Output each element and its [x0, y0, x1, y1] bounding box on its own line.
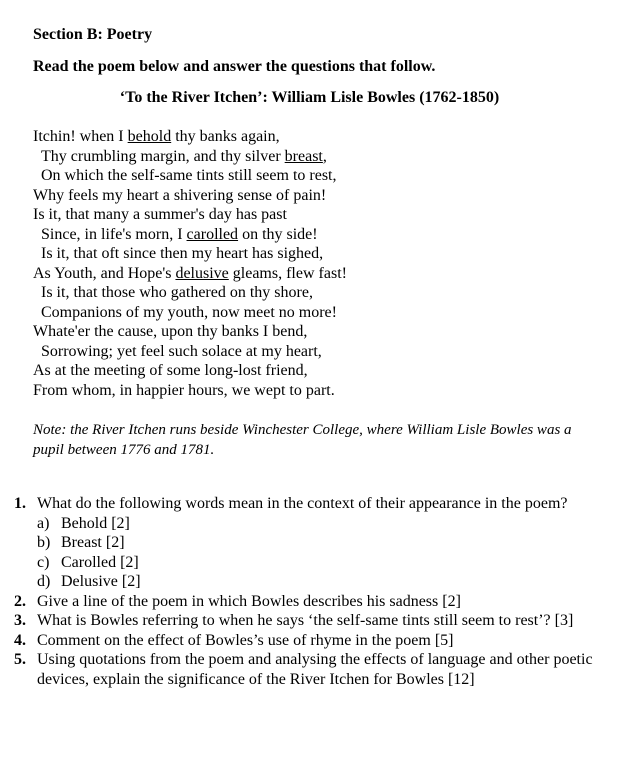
- question-number: 4.: [14, 631, 26, 649]
- instruction: Read the poem below and answer the questions that follow.: [33, 58, 436, 75]
- poem-line: Itchin! when I behold thy banks again,: [33, 128, 280, 145]
- poem-line: Sorrowing; yet feel such solace at my heart,: [41, 342, 322, 360]
- question-number: 2.: [14, 592, 26, 610]
- poem-line: From whom, in happier hours, we wept to part.: [33, 381, 335, 399]
- poem-line: As at the meeting of some long-lost friend,: [33, 362, 308, 379]
- sub-question: c) Carolled [2]: [37, 553, 139, 571]
- question-text: Using quotations from the poem and analysing the effects of language and other poetic devices, explain the significance of the River Itchen for Bowles [12]: [37, 651, 593, 688]
- poem-line: Is it, that many a summer's day has past: [33, 206, 287, 223]
- question-number: 1.: [14, 495, 26, 512]
- sub-question: d) Delusive [2]: [37, 573, 141, 590]
- poem-line: Since, in life's morn, I carolled on thy side!: [41, 225, 318, 243]
- underlined-word: delusive: [175, 264, 229, 282]
- question-item: [14, 650, 604, 689]
- poem-line: Companions of my youth, now meet no more!: [41, 303, 337, 321]
- question-text: Give a line of the poem in which Bowles describes his sadness [2]: [37, 592, 461, 610]
- question-item: [14, 494, 604, 592]
- question-text: What do the following words mean in the context of their appearance in the poem?: [37, 495, 568, 512]
- question-list: [14, 494, 604, 689]
- poem-line: As Youth, and Hope's delusive gleams, flew fast!: [33, 264, 347, 282]
- poem-title: ‘To the River Itchen’: William Lisle Bowles (1762-1850): [119, 89, 500, 106]
- underlined-word: breast: [284, 147, 323, 165]
- question-item: [14, 631, 604, 651]
- poem-line: Is it, that oft since then my heart has sighed,: [41, 245, 324, 262]
- question-item: [14, 611, 604, 631]
- sub-question: a) Behold [2]: [37, 514, 130, 532]
- poem-line: Thy crumbling margin, and thy silver breast,: [41, 147, 327, 165]
- poem: [33, 127, 347, 400]
- question-item: [14, 592, 604, 612]
- poem-line: On which the self-same tints still seem to rest,: [41, 167, 337, 184]
- poem-line: Is it, that those who gathered on thy shore,: [41, 284, 313, 301]
- poem-line: Why feels my heart a shivering sense of pain!: [33, 186, 327, 204]
- question-text: Comment on the effect of Bowles’s use of rhyme in the poem [5]: [37, 631, 454, 649]
- section-title: Section B: Poetry: [33, 26, 153, 43]
- sub-question: b) Breast [2]: [37, 534, 125, 551]
- underlined-word: carolled: [186, 225, 239, 243]
- poem-line: Whate'er the cause, upon thy banks I bend,: [33, 323, 308, 340]
- question-number: 3.: [14, 612, 26, 629]
- question-text: What is Bowles referring to when he says ‘the self-same tints still seem to rest’? [3]: [37, 612, 574, 629]
- poem-note: Note: the River Itchen runs beside Winchester College, where William Lisle Bowles was a pupil between 1776 and 1781.: [33, 422, 572, 458]
- underlined-word: behold: [127, 128, 172, 145]
- question-number: 5.: [14, 651, 26, 668]
